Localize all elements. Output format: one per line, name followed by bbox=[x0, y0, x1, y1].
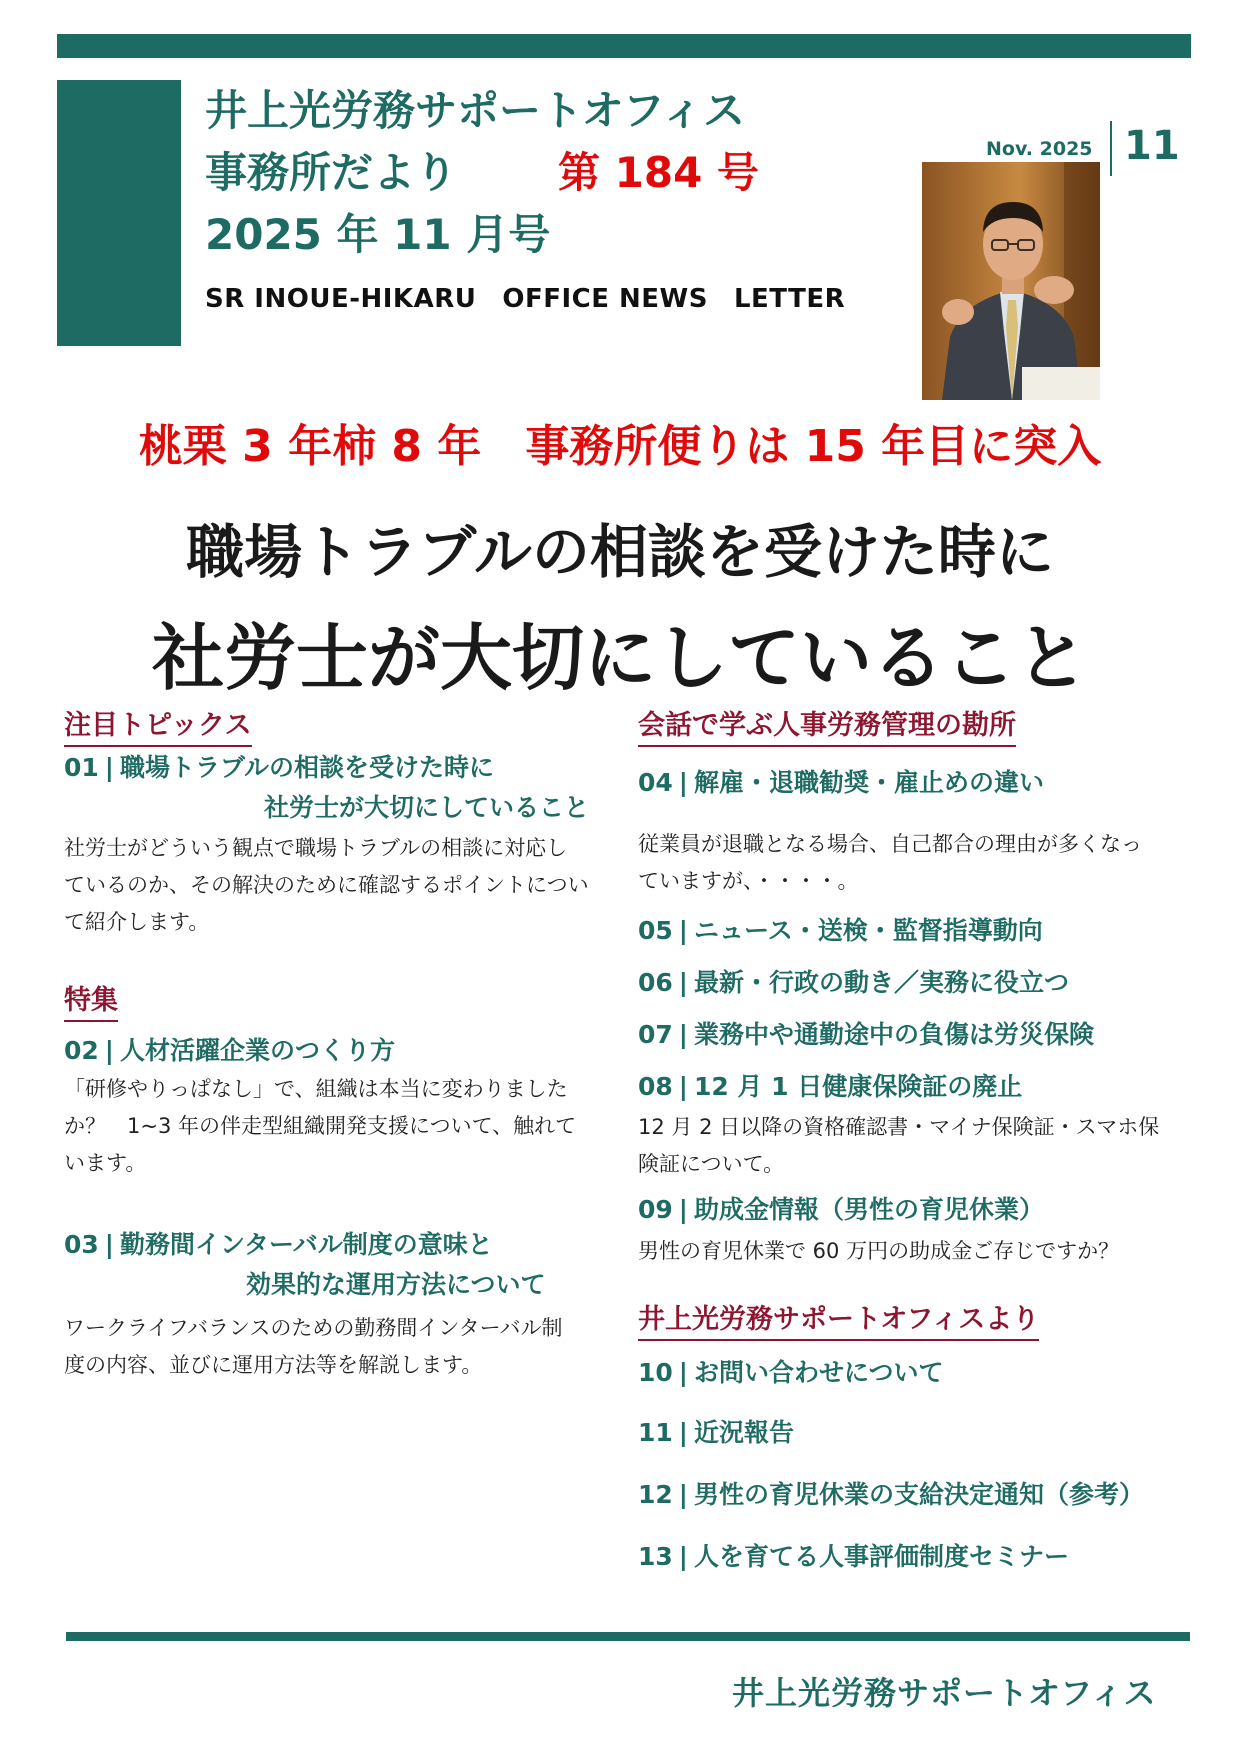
item-number: 13 bbox=[638, 1542, 673, 1571]
description-line: 12 月 2 日以降の資格確認書・マイナ保険証・スマホ保 bbox=[638, 1115, 1160, 1139]
toc-item-10[interactable] bbox=[638, 1358, 943, 1388]
item-separator: | bbox=[678, 1418, 688, 1447]
item-separator: | bbox=[678, 916, 688, 945]
description-line: 険証について。 bbox=[638, 1152, 785, 1176]
anniversary-banner: 桃栗 3 年柿 8 年 事務所便りは 15 年目に突入 bbox=[138, 421, 1102, 472]
bottom-band bbox=[66, 1632, 1190, 1641]
toc-item-01-description bbox=[64, 830, 604, 941]
toc-item-04-description bbox=[638, 826, 1198, 900]
month-english: Nov. 2025 bbox=[986, 138, 1093, 160]
item-number: 07 bbox=[638, 1020, 673, 1049]
footer-office-name: 井上光労務サポートオフィス bbox=[732, 1674, 1157, 1712]
item-separator: | bbox=[678, 1480, 688, 1509]
person-photo-icon bbox=[922, 162, 1100, 400]
english-title-part: SR INOUE-HIKARU bbox=[205, 284, 477, 314]
description-line: ていますが、・・・・。 bbox=[638, 869, 859, 893]
description-line: 従業員が退職となる場合、自己都合の理由が多くなっ bbox=[638, 832, 1142, 856]
main-title-line1: 職場トラブルの相談を受けた時に bbox=[186, 518, 1054, 586]
description-line: 「研修やりっぱなし」で、組織は本当に変わりました bbox=[64, 1077, 568, 1101]
month-divider bbox=[1110, 121, 1112, 176]
toc-item-11[interactable] bbox=[638, 1418, 794, 1448]
issue-date: 2025 年 11 月号 bbox=[205, 210, 551, 259]
month-number: 11 bbox=[1124, 123, 1180, 169]
item-title: 人を育てる人事評価制度セミナー bbox=[693, 1542, 1069, 1571]
item-separator: | bbox=[104, 1230, 114, 1259]
description-line: て紹介します。 bbox=[64, 910, 210, 934]
item-number: 08 bbox=[638, 1072, 673, 1101]
item-title: お問い合わせについて bbox=[693, 1358, 944, 1387]
item-number: 06 bbox=[638, 968, 673, 997]
toc-item-04[interactable] bbox=[638, 768, 1044, 798]
english-title-part: OFFICE NEWS bbox=[502, 284, 708, 314]
item-title: 男性の育児休業の支給決定通知（参考） bbox=[693, 1480, 1144, 1509]
item-separator: | bbox=[104, 753, 114, 782]
description-line: います。 bbox=[64, 1151, 147, 1175]
item-separator: | bbox=[104, 1036, 114, 1065]
item-title: ニュース・送検・監督指導動向 bbox=[693, 916, 1043, 945]
item-title: 最新・行政の動き／実務に役立つ bbox=[693, 968, 1069, 997]
item-number: 02 bbox=[64, 1036, 99, 1065]
description-line: 男性の育児休業で 60 万円の助成金ご存じですか？ bbox=[638, 1239, 1120, 1263]
main-title-line2: 社労士が大切にしていること bbox=[151, 616, 1088, 700]
item-separator: | bbox=[678, 1542, 688, 1571]
item-number: 05 bbox=[638, 916, 673, 945]
item-separator: | bbox=[678, 1195, 688, 1224]
english-title bbox=[205, 284, 871, 314]
description-line: 度の内容、並びに運用方法等を解説します。 bbox=[64, 1353, 483, 1377]
toc-item-01-line2: 社労士が大切にしていること bbox=[264, 793, 590, 822]
item-separator: | bbox=[678, 1020, 688, 1049]
newsletter-label: 事務所だより bbox=[205, 148, 458, 197]
item-number: 04 bbox=[638, 768, 673, 797]
item-separator: | bbox=[678, 768, 688, 797]
item-title: 業務中や通勤途中の負傷は労災保険 bbox=[693, 1020, 1094, 1049]
item-separator: | bbox=[678, 1358, 688, 1387]
top-band bbox=[57, 34, 1191, 58]
description-line: か？ 1~3 年の伴走型組織開発支援について、触れて bbox=[64, 1114, 577, 1138]
toc-item-09[interactable] bbox=[638, 1195, 1044, 1225]
item-number: 12 bbox=[638, 1480, 673, 1509]
description-line: ているのか、その解決のために確認するポイントについ bbox=[64, 873, 589, 897]
toc-item-12[interactable] bbox=[638, 1480, 1144, 1510]
item-number: 03 bbox=[64, 1230, 99, 1259]
toc-item-08-description bbox=[638, 1109, 1198, 1183]
item-number: 11 bbox=[638, 1418, 673, 1447]
item-title: 12 月 1 日健康保険証の廃止 bbox=[693, 1072, 1023, 1101]
toc-item-13[interactable] bbox=[638, 1542, 1069, 1572]
section-heading-featured-topics: 注目トピックス bbox=[64, 710, 252, 747]
portrait-photo bbox=[922, 162, 1100, 400]
office-name-title: 井上光労務サポートオフィス bbox=[205, 86, 746, 135]
toc-item-06[interactable] bbox=[638, 968, 1069, 998]
toc-item-07[interactable] bbox=[638, 1020, 1094, 1050]
toc-item-01[interactable] bbox=[64, 753, 494, 783]
item-separator: | bbox=[678, 968, 688, 997]
item-title: 近況報告 bbox=[693, 1418, 794, 1447]
item-title: 勤務間インターバル制度の意味と bbox=[119, 1230, 493, 1259]
toc-item-08[interactable] bbox=[638, 1072, 1022, 1102]
section-heading-hr-dialogue: 会話で学ぶ人事労務管理の勘所 bbox=[638, 710, 1016, 747]
item-title: 職場トラブルの相談を受けた時に bbox=[119, 753, 494, 782]
section-heading-special-feature: 特集 bbox=[64, 985, 118, 1022]
toc-item-02-description bbox=[64, 1071, 604, 1182]
toc-item-03-line2: 効果的な運用方法について bbox=[246, 1270, 546, 1299]
item-number: 10 bbox=[638, 1358, 673, 1387]
item-title: 人材活躍企業のつくり方 bbox=[119, 1036, 395, 1065]
item-number: 01 bbox=[64, 753, 99, 782]
item-title: 解雇・退職勧奨・雇止めの違い bbox=[693, 768, 1044, 797]
description-line: ワークライフバランスのための勤務間インターバル制 bbox=[64, 1316, 563, 1340]
description-line: 社労士がどういう観点で職場トラブルの相談に対応し bbox=[64, 836, 568, 860]
toc-item-03[interactable] bbox=[64, 1230, 493, 1260]
issue-number: 第 184 号 bbox=[558, 148, 759, 197]
toc-item-03-description bbox=[64, 1310, 604, 1384]
item-separator: | bbox=[678, 1072, 688, 1101]
toc-item-05[interactable] bbox=[638, 916, 1043, 946]
item-title: 助成金情報（男性の育児休業） bbox=[693, 1195, 1044, 1224]
section-heading-from-office: 井上光労務サポートオフィスより bbox=[638, 1304, 1039, 1341]
toc-item-09-description bbox=[638, 1233, 1198, 1270]
item-number: 09 bbox=[638, 1195, 673, 1224]
header-side-block bbox=[57, 80, 181, 346]
english-title-part: LETTER bbox=[733, 284, 846, 314]
toc-item-02[interactable] bbox=[64, 1036, 395, 1066]
